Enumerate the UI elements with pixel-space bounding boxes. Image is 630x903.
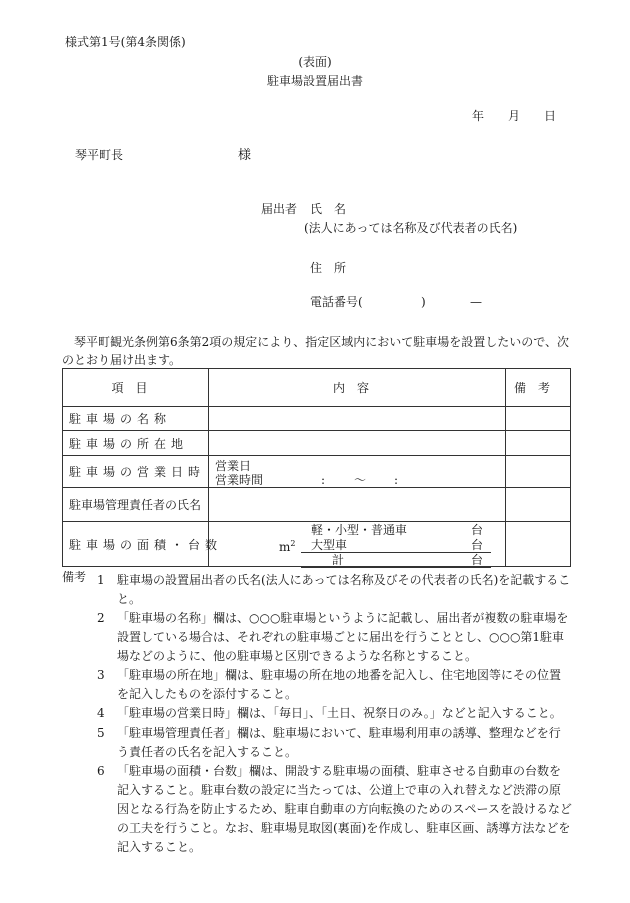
note-text: 「駐車場の営業日時」欄は、「毎日」、「土日、祝祭日のみ。」などと記入すること。 — [117, 706, 562, 720]
area-unit-sup: 2 — [290, 539, 296, 548]
note-text: 「駐車場の名称」欄は、○○○駐車場というように記載し、届出者が複数の駐車場を設置している場合は、それぞれの駐車場ごとに届出を行うこととし、○○○第1駐車場などのように、他の駐車場と区別できるような名称とすること。 — [117, 611, 569, 663]
applicant-phone-dash: — — [470, 295, 482, 309]
count-unit-standard: 台 — [471, 523, 484, 537]
manager-name-cell[interactable] — [209, 488, 506, 522]
vehicle-type-standard: 軽・小型・普通車 — [311, 523, 408, 537]
note-item — [97, 704, 572, 723]
table-row — [63, 431, 571, 456]
area-unit-base: m — [279, 540, 291, 554]
note-item — [97, 571, 572, 609]
count-unit-large: 台 — [471, 538, 484, 552]
note-item — [97, 666, 572, 704]
parking-hours-cell[interactable] — [209, 456, 506, 488]
note-number: 3 — [97, 668, 105, 682]
applicant-phone-close: ) — [421, 295, 426, 309]
table-row — [63, 456, 571, 488]
row-label-hours: 駐車場の営業日時 — [63, 456, 209, 488]
addressee: 琴平町長 — [75, 148, 124, 162]
vehicle-total-label: 計 — [332, 553, 345, 567]
header-remarks: 備考 — [506, 369, 571, 407]
date-day-label: 日 — [544, 109, 557, 123]
note-number: 4 — [97, 706, 105, 720]
divider — [301, 552, 491, 553]
side-label: (表面) — [298, 55, 332, 69]
hours-days-label: 営業日 — [215, 459, 252, 473]
date-row — [472, 110, 577, 124]
document-title: 駐車場設置届出書 — [266, 74, 363, 88]
note-item — [97, 724, 572, 762]
form-number: 様式第1号(第4条関係) — [65, 35, 186, 49]
remarks-cell[interactable] — [506, 456, 571, 488]
note-item — [97, 609, 572, 666]
addressee-honorific: 様 — [238, 148, 252, 163]
parking-location-cell[interactable] — [209, 431, 506, 456]
hours-tilde: 〜 — [354, 473, 367, 487]
count-unit-total: 台 — [471, 553, 484, 567]
row-label-manager: 駐車場管理責任者の氏名 — [63, 488, 209, 522]
area-unit — [279, 540, 295, 553]
note-item — [97, 762, 572, 857]
table-header-row — [63, 369, 571, 407]
notes-heading: 備考 — [62, 570, 87, 584]
hours-colon-end: : — [394, 473, 399, 487]
remarks-cell[interactable] — [506, 431, 571, 456]
applicant-address-label: 住 所 — [310, 261, 347, 275]
applicant-label: 届出者 — [261, 202, 298, 216]
table-row — [63, 488, 571, 522]
note-number: 5 — [97, 726, 105, 740]
intro-paragraph: 琴平町観光条例第6条第2項の規定により、指定区域内において駐車場を設置したいので、次のとおり届け出ます。 — [62, 335, 570, 367]
applicant-name-note: (法人にあっては名称及び代表者の氏名) — [304, 221, 518, 235]
remarks-cell[interactable] — [506, 407, 571, 431]
applicant-name-label: 氏 名 — [310, 202, 347, 216]
note-text: 「駐車場管理責任者」欄は、駐車場において、駐車場利用車の誘導、整理などを行う責任者の氏名を記入すること。 — [117, 726, 561, 759]
hours-time-label: 営業時間 — [215, 473, 264, 487]
note-number: 6 — [97, 764, 105, 778]
header-content: 内容 — [209, 369, 506, 407]
applicant-phone-label: 電話番号( — [310, 295, 363, 309]
row-label-name: 駐車場の名称 — [63, 407, 209, 431]
table-row — [63, 522, 571, 567]
parking-area-cell[interactable] — [209, 522, 506, 567]
hours-colon-start: : — [321, 473, 326, 487]
table-row — [63, 407, 571, 431]
note-number: 2 — [97, 611, 105, 625]
note-text: 「駐車場の面積・台数」欄は、開設する駐車場の面積、駐車させる自動車の台数を記入すること。駐車台数の設定に当たっては、公道上で車の入れ替えなど渋滞の原因となる行為を防止するため、駐車自動車の方向転換のためのスペースを設けるなどの工夫を行うこと。なお、駐車場見取図(裏面)を作成し、駐車区画、誘導方法などを記入すること。 — [117, 764, 572, 854]
note-text: 駐車場の設置届出者の氏名(法人にあっては名称及びその代表者の氏名)を記載すること。 — [117, 573, 571, 606]
date-month-label: 月 — [508, 109, 521, 123]
divider — [301, 567, 491, 568]
date-year-label: 年 — [472, 109, 485, 123]
row-label-location: 駐車場の所在地 — [63, 431, 209, 456]
parking-name-cell[interactable] — [209, 407, 506, 431]
row-label-area: 駐車場の面積・台数 — [63, 522, 209, 567]
remarks-cell[interactable] — [506, 488, 571, 522]
note-number: 1 — [97, 573, 105, 587]
header-item: 項目 — [63, 369, 209, 407]
registration-table — [62, 368, 571, 567]
note-text: 「駐車場の所在地」欄は、駐車場の所在地の地番を記入し、住宅地図等にその位置を記入したものを添付すること。 — [117, 668, 562, 701]
vehicle-type-large: 大型車 — [311, 538, 348, 552]
remarks-cell[interactable] — [506, 522, 571, 567]
